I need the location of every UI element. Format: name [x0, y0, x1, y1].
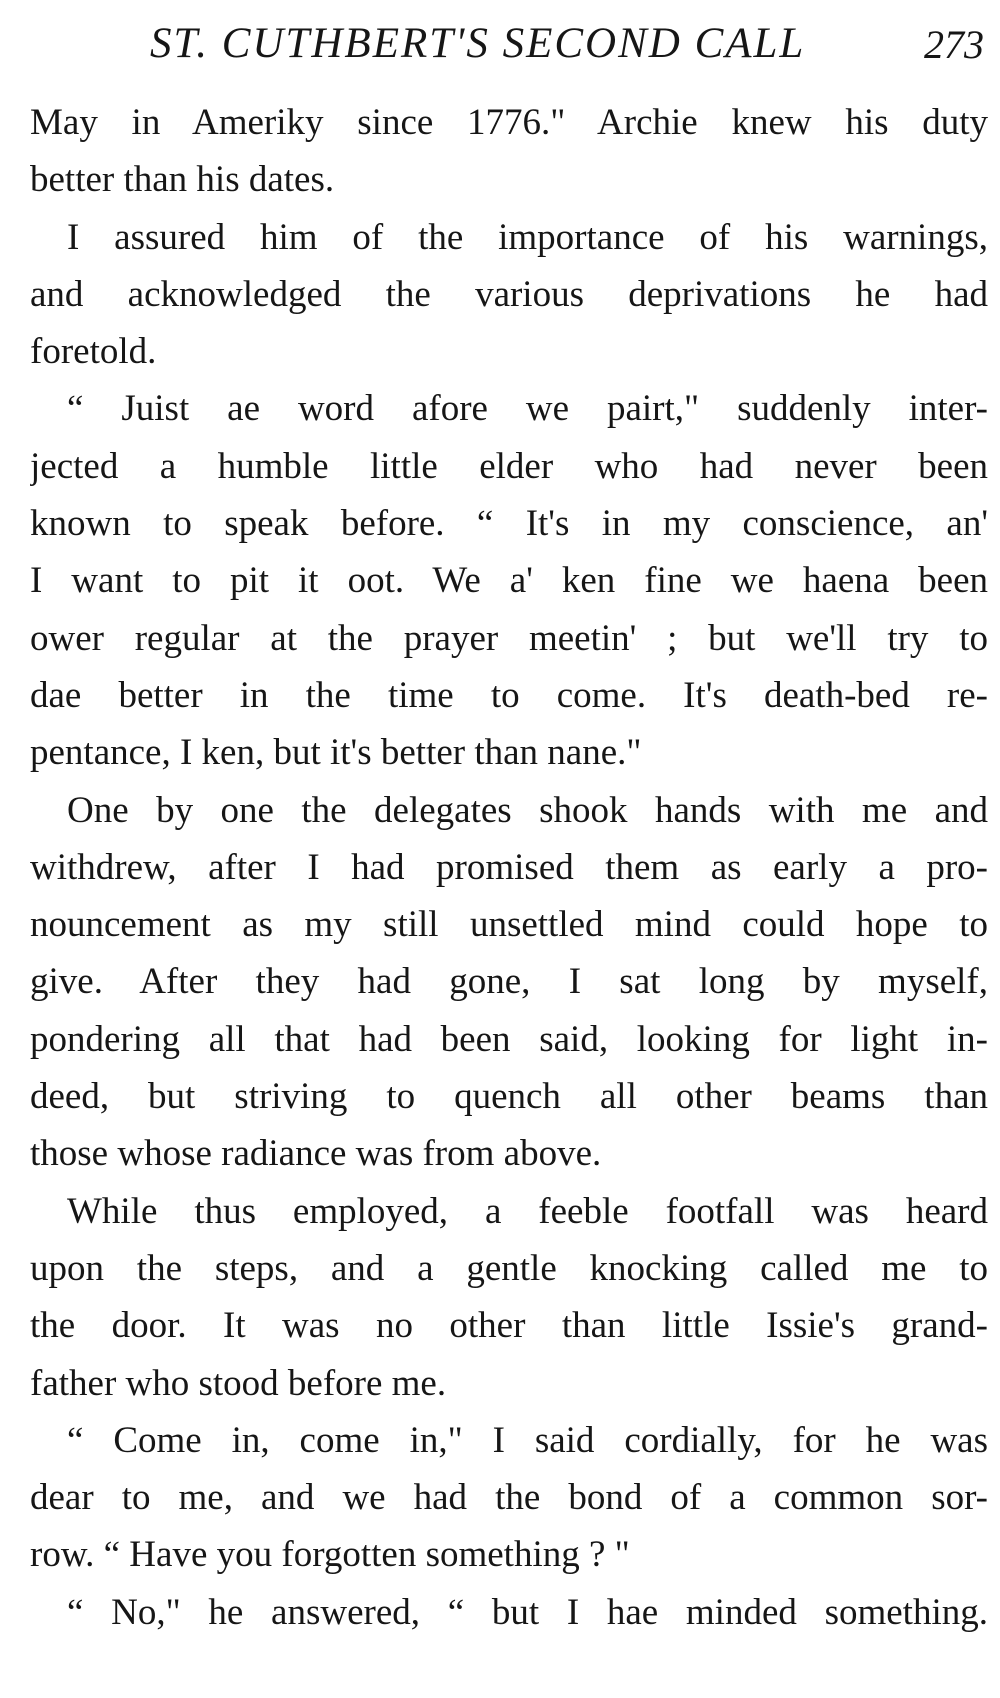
running-head: ST. CUTHBERT'S SECOND CALL — [150, 20, 806, 67]
text-line: “ No," he answered, “ but I hae minded something. — [67, 1591, 988, 1633]
text-line: and acknowledged the various deprivations he had — [30, 273, 988, 315]
text-line: I assured him of the importance of his warnings, — [67, 216, 988, 258]
body-text — [30, 94, 988, 1641]
text-line: upon the steps, and a gentle knocking called me to — [30, 1247, 988, 1289]
text-line: deed, but striving to quench all other beams than — [30, 1076, 988, 1118]
text-line: the door. It was no other than little Issie's grand- — [30, 1305, 988, 1347]
text-line: jected a humble little elder who had never been — [30, 445, 988, 487]
text-line: I want to pit it oot. We a' ken fine we haena been — [30, 560, 988, 602]
page-header — [150, 14, 984, 74]
text-line: pentance, I ken, but it's better than nane." — [30, 732, 642, 774]
text-line: better than his dates. — [30, 159, 335, 201]
text-line: withdrew, after I had promised them as early a pro- — [30, 846, 988, 888]
text-line: give. After they had gone, I sat long by myself, — [30, 961, 988, 1003]
text-line: dae better in the time to come. It's death-bed re- — [30, 674, 988, 716]
text-line: ower regular at the prayer meetin' ; but we'll try to — [30, 617, 988, 659]
text-line: those whose radiance was from above. — [30, 1133, 602, 1175]
text-line: “ Come in, come in," I said cordially, for he was — [67, 1419, 988, 1461]
text-line: row. “ Have you forgotten something ? " — [30, 1534, 630, 1576]
text-line: nouncement as my still unsettled mind could hope to — [30, 904, 988, 946]
text-line: dear to me, and we had the bond of a common sor- — [30, 1477, 988, 1519]
text-line: pondering all that had been said, looking for light in- — [30, 1018, 988, 1060]
page-number: 273 — [924, 22, 984, 67]
text-line: father who stood before me. — [30, 1362, 447, 1404]
text-line: foretold. — [30, 331, 157, 373]
text-line: While thus employed, a feeble footfall was heard — [67, 1190, 988, 1232]
text-line: “ Juist ae word afore we pairt," suddenly inter- — [67, 388, 988, 430]
text-line: One by one the delegates shook hands with me and — [67, 789, 988, 831]
text-line: known to speak before. “ It's in my conscience, an' — [30, 503, 988, 545]
text-line: May in Ameriky since 1776." Archie knew his duty — [30, 102, 988, 143]
